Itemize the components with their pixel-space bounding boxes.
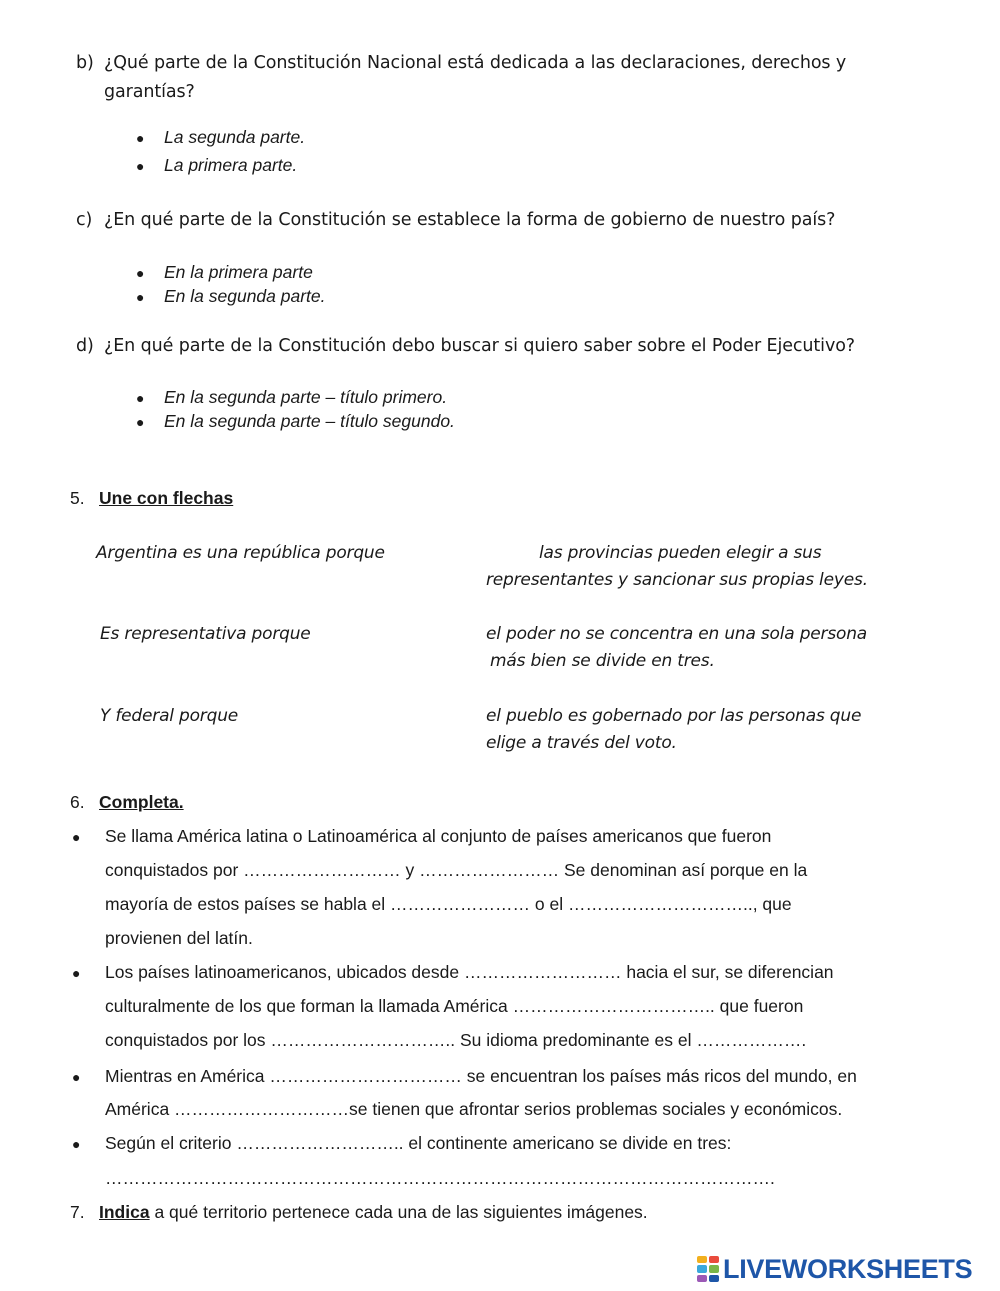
bullet-icon: ● <box>136 265 145 281</box>
section-5-number: 5. <box>70 488 85 508</box>
bullet-icon: ● <box>72 829 81 845</box>
match-left-2[interactable]: Es representativa porque <box>100 624 311 644</box>
question-d-text: ¿En qué parte de la Constitución debo buscar si quiero saber sobre el Poder Ejecutivo? <box>104 336 855 356</box>
section-7-text: a qué territorio pertenece cada una de las siguientes imágenes. <box>149 1202 648 1222</box>
question-c-label: c) <box>76 210 93 230</box>
completa-1-line4: provienen del latín. <box>105 928 253 948</box>
section-6-number: 6. <box>70 792 85 812</box>
bullet-icon: ● <box>72 965 81 981</box>
section-7-number: 7. <box>70 1202 85 1222</box>
question-d-label: d) <box>76 336 94 356</box>
section-7-title: Indica <box>99 1202 150 1222</box>
bullet-icon: ● <box>136 158 145 174</box>
bullet-icon: ● <box>136 390 145 406</box>
match-left-3[interactable]: Y federal porque <box>100 706 239 726</box>
option-b-2[interactable]: La primera parte. <box>164 155 298 175</box>
match-right-3-line1[interactable]: el pueblo es gobernado por las personas que <box>486 706 862 726</box>
option-d-2[interactable]: En la segunda parte – título segundo. <box>164 411 455 431</box>
completa-2-line2[interactable]: culturalmente de los que forman la llamada América …………………………….. que fueron <box>105 996 804 1016</box>
bullet-icon: ● <box>72 1136 81 1152</box>
completa-4-line1[interactable]: Según el criterio ……………………….. el continente americano se divide en tres: <box>105 1133 732 1153</box>
bullet-icon: ● <box>136 130 145 146</box>
option-c-2[interactable]: En la segunda parte. <box>164 286 326 306</box>
completa-1-line3[interactable]: mayoría de estos países se habla el …………………… o el ………………………….., que <box>105 894 792 914</box>
question-c-text: ¿En qué parte de la Constitución se establece la forma de gobierno de nuestro país? <box>104 210 836 230</box>
bullet-icon: ● <box>136 414 145 430</box>
section-6-title: Completa. <box>99 792 184 812</box>
question-b-text-cont: garantías? <box>104 82 195 102</box>
liveworksheets-logo-text: LIVEWORKSHEETS <box>723 1253 973 1284</box>
bullet-icon: ● <box>136 289 145 305</box>
liveworksheets-logo-icon <box>697 1256 719 1282</box>
liveworksheets-logo <box>697 1254 972 1284</box>
completa-2-line1[interactable]: Los países latinoamericanos, ubicados desde ……………………… hacia el sur, se diferencian <box>105 962 834 982</box>
match-left-1[interactable]: Argentina es una república porque <box>96 543 385 563</box>
bullet-icon: ● <box>72 1069 81 1085</box>
section-7-line <box>99 1202 648 1223</box>
completa-4-line2[interactable]: ……………………………………………………………………………………………………. <box>105 1168 775 1188</box>
question-b-label: b) <box>76 53 94 73</box>
match-right-1-line2[interactable]: representantes y sancionar sus propias leyes. <box>486 570 868 590</box>
completa-3-line2[interactable]: América …………………………se tienen que afrontar serios problemas sociales y económicos. <box>105 1099 843 1119</box>
question-b-text: ¿Qué parte de la Constitución Nacional está dedicada a las declaraciones, derechos y <box>104 53 847 73</box>
option-b-1[interactable]: La segunda parte. <box>164 127 306 147</box>
match-right-1-line1[interactable]: las provincias pueden elegir a sus <box>539 543 822 563</box>
section-5-title: Une con flechas <box>99 488 234 508</box>
match-right-2-line2[interactable]: más bien se divide en tres. <box>490 651 715 671</box>
match-right-2-line1[interactable]: el poder no se concentra en una sola persona <box>486 624 867 644</box>
completa-1-line1: Se llama América latina o Latinoamérica al conjunto de países americanos que fueron <box>105 826 772 846</box>
completa-1-line2[interactable]: conquistados por ……………………… y …………………… Se denominan así porque en la <box>105 860 808 880</box>
option-c-1[interactable]: En la primera parte <box>164 262 313 282</box>
match-right-3-line2[interactable]: elige a través del voto. <box>486 733 677 753</box>
completa-2-line3[interactable]: conquistados por los ………………………….. Su idioma predominante es el ………………. <box>105 1030 807 1050</box>
option-d-1[interactable]: En la segunda parte – título primero. <box>164 387 448 407</box>
completa-3-line1[interactable]: Mientras en América …………………………… se encuentran los países más ricos del mundo, en <box>105 1066 857 1086</box>
